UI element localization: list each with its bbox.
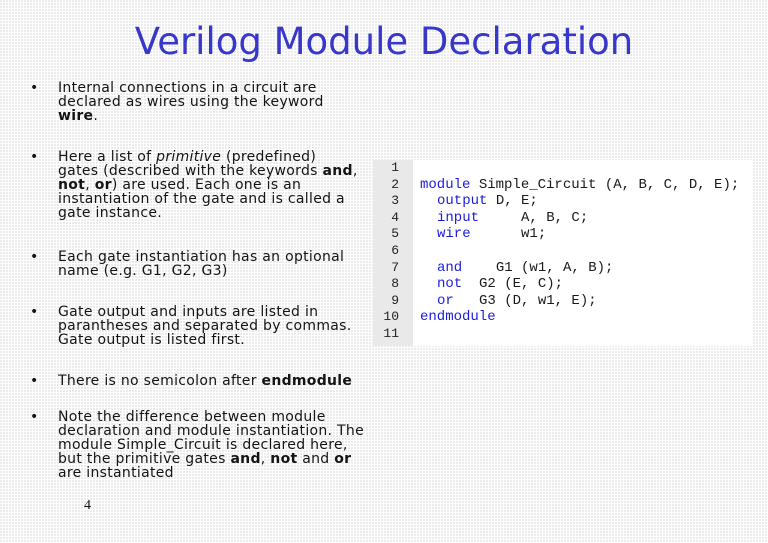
code-rest: G2 (E, C); <box>462 276 564 293</box>
keyword-emphasis: and <box>322 163 353 179</box>
bullet-declaration-vs-instantiation <box>30 409 368 481</box>
text-run: , <box>260 451 271 467</box>
code-rest: A, B, C; <box>479 209 589 226</box>
line-number: 10 <box>383 309 399 325</box>
code-text <box>437 293 597 310</box>
code-keyword: and <box>437 259 463 276</box>
bullet-wire-declaration <box>30 80 364 124</box>
code-line <box>373 177 752 194</box>
text-run: . <box>93 108 99 124</box>
bullet-text <box>58 304 352 348</box>
line-number: 8 <box>391 276 399 292</box>
code-text <box>420 309 496 326</box>
bullet-text <box>58 373 352 389</box>
code-text <box>437 276 563 293</box>
bullet-gate-ports <box>30 304 368 348</box>
code-text <box>437 260 613 277</box>
code-line <box>373 226 752 243</box>
bullet-text <box>58 409 364 481</box>
code-rest: w1; <box>470 226 547 243</box>
line-number: 7 <box>391 259 399 275</box>
bullet-icon: • <box>30 409 39 425</box>
line-number: 3 <box>391 193 399 209</box>
line-number: 1 <box>391 160 399 175</box>
text-run: , <box>352 163 358 179</box>
text-run: Internal connections in a circuit are declared as wires using the keyword <box>58 80 324 110</box>
code-line <box>373 193 752 210</box>
code-keyword: module <box>420 176 471 193</box>
line-number: 2 <box>391 176 399 192</box>
bullet-endmodule <box>30 373 368 389</box>
bullet-icon: • <box>30 149 39 165</box>
text-run: Here a list of <box>58 149 157 165</box>
keyword-emphasis: not <box>270 451 298 467</box>
code-line <box>373 276 752 293</box>
keyword-emphasis: or <box>94 177 112 193</box>
code-line <box>373 293 752 310</box>
term-emphasis: primitive <box>156 149 222 165</box>
keyword-emphasis: or <box>334 451 352 467</box>
code-keyword: input <box>437 209 480 226</box>
code-text <box>437 210 588 227</box>
bullet-text <box>58 80 324 124</box>
bullet-icon: • <box>30 249 39 265</box>
code-keyword: wire <box>437 226 471 243</box>
code-line <box>373 210 752 227</box>
text-run: and <box>297 451 335 467</box>
code-lines <box>373 160 752 343</box>
code-rest: D, E; <box>487 193 538 210</box>
text-run: Gate output and inputs are listed in parantheses and separated by commas. Gate output is listed first. <box>58 304 352 348</box>
code-line <box>373 326 752 343</box>
bullet-icon: • <box>30 373 39 389</box>
text-run: There is no semicolon after <box>58 373 262 389</box>
bullet-primitive-gates <box>30 149 360 221</box>
code-listing <box>373 160 752 346</box>
slide-title: Verilog Module Declaration <box>134 20 634 63</box>
text-run: Note the difference between module declaration and module instantiation. The module Simple_Circuit is declared here, but the primitive gates <box>58 409 364 467</box>
text-run: ) are used. Each one is an instantiation of the gate and is called a gate instance. <box>58 177 345 221</box>
bullet-text <box>58 249 344 279</box>
keyword-emphasis: not <box>58 177 86 193</box>
line-number: 6 <box>391 242 399 258</box>
line-number: 11 <box>383 325 399 341</box>
code-keyword: or <box>437 292 454 309</box>
line-number: 5 <box>391 226 399 242</box>
code-text <box>437 226 546 243</box>
code-keyword: output <box>437 193 488 210</box>
code-line <box>373 243 752 260</box>
code-line <box>373 309 752 326</box>
keyword-emphasis: wire <box>58 108 94 124</box>
bullet-text <box>58 149 358 221</box>
bullet-icon: • <box>30 80 39 96</box>
page-number: 4 <box>84 498 91 513</box>
line-number: 4 <box>391 209 399 225</box>
bullet-icon: • <box>30 304 39 320</box>
line-number: 9 <box>391 292 399 308</box>
text-run: are instantiated <box>58 465 174 481</box>
text-run: , <box>85 177 95 193</box>
keyword-emphasis: endmodule <box>261 373 353 389</box>
code-rest: G1 (w1, A, B); <box>462 259 614 276</box>
code-line <box>373 260 752 277</box>
code-line <box>373 160 752 177</box>
text-run: Each gate instantiation has an optional name (e.g. G1, G2, G3) <box>58 249 345 279</box>
text-run: (predefined) gates (described with the keywords <box>58 149 323 179</box>
bullet-gate-names <box>30 249 368 279</box>
code-keyword: not <box>437 276 463 293</box>
code-keyword: endmodule <box>420 309 496 326</box>
code-rest: Simple_Circuit (A, B, C, D, E); <box>470 176 740 193</box>
code-text <box>420 177 739 194</box>
code-text <box>437 193 538 210</box>
keyword-emphasis: and <box>230 451 261 467</box>
code-rest: G3 (D, w1, E); <box>453 292 597 309</box>
